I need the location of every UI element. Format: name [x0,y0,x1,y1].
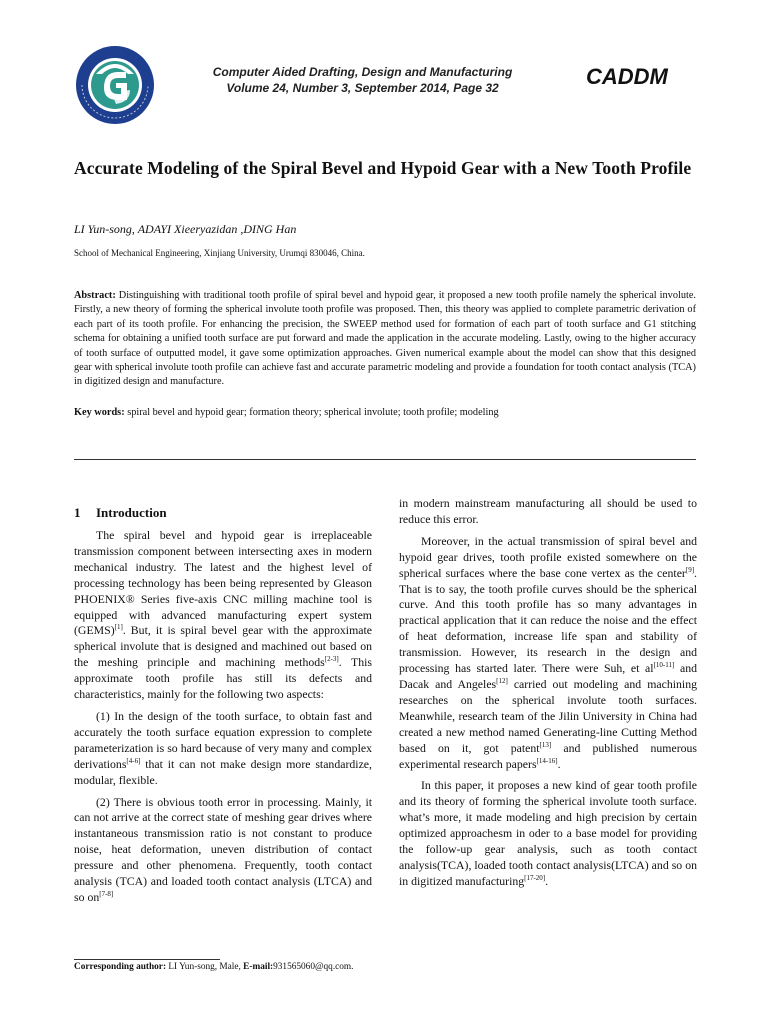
abstract [74,289,696,390]
keywords [74,406,696,420]
citation: [14-16] [536,756,558,765]
email-address[interactable]: 931565060@qq.com. [273,962,354,972]
text: carried out modeling and machining researches on the spherical involute tooth surfaces. Meanwhile, research team of the Jilin University in China had created a new method named Generating-line Cutting Method based on it, got patent [399,676,697,755]
text: and Dacak and Angeles [399,661,697,691]
text: . [545,873,549,888]
footnote-label: Corresponding author: [74,962,167,972]
citation: [9] [685,565,695,574]
journal-name: Computer Aided Drafting, Design and Manufacturing [212,65,513,79]
journal-volume: Volume 24, Number 3, September 2014, Page 32 [226,81,499,95]
paper-title: Accurate Modeling of the Spiral Bevel and Hypoid Gear with a New Tooth Profile [74,158,692,178]
citation: [10-11] [653,661,675,670]
paper-affiliation: School of Mechanical Engineering, Xinjiang University, Urumqi 830046, China. [74,248,365,258]
section-heading [74,505,167,521]
text: In this paper, it proposes a new kind of gear tooth profile and its theory of forming the spherical involute tooth surface. what’s more, it made modeling and high precision by certain optimized approachesm in oder to a base model for providing the follow-up gear analysis, such as tooth contact analysis(TCA), loaded tooth contact analysis(LTCA) and so on in digitized manufacturing [399,778,697,888]
journal-info [190,64,535,96]
paragraph [74,709,372,789]
text: Moreover, in the actual transmission of spiral bevel and hypoid gear drives, tooth profile existed somewhere on the spherical surfaces where the base cone vertex as the center [399,533,697,580]
text: (1) In the design of the tooth surface, to obtain fast and accurately the tooth surface equation expression to complete parameterization is so hard because of very many and complex derivations [74,708,372,771]
citation: [1] [114,623,123,632]
right-column [399,496,697,890]
citation: [7-8] [99,889,114,898]
journal-brand: CADDM [586,64,668,89]
paragraph [74,795,372,906]
abstract-label: Abstract: [74,290,116,301]
paragraph [399,778,697,889]
section-number: 1 [74,505,81,520]
paragraph [399,534,697,773]
footnote-divider [74,959,220,960]
citation: [2-3] [324,655,339,664]
paragraph: in modern mainstream manufacturing all should be used to reduce this error. [399,496,697,526]
citation: [4-6] [126,756,141,765]
citation: [13] [539,740,552,749]
text: (2) There is obvious tooth error in processing. Mainly, it can not arrive at the correct state of meshing gear drives where instantaneous transmission ratio is not constant to produce noise, heat deformation, uneven distribution of contact pressure and other phenomena. Frequently, tooth contact analysis (TCA) and loaded tooth contact analysis (LTCA) and so on [74,794,372,904]
keywords-label: Key words: [74,407,125,418]
citation: [17-20] [524,873,546,882]
section-title: Introduction [96,505,167,520]
text: . But, it is spiral bevel gear with the approximate spherical involute that is designed and machined out based on the meshing principle and machining methods [74,623,372,670]
abstract-text: Distinguishing with traditional tooth profile of spiral bevel and hypoid gear, it proposed a new tooth profile namely the spherical involute. Firstly, a new theory of forming the spherical involute tooth profile was proposed. Then, this theory was applied to complete parametric derivation of each part of its tooth profile. For enhancing the precision, the SWEEP method used for formation of each part of tooth surface and G1 stitching schema for obtaining a unified tooth surface are put forward and made the application in the accurate modeling. Lastly, owing to the higher accuracy of tooth surface of outputted model, it gave some optimization approaches. Given numerical example about the model can show that this designed gear with spherical involute tooth profile can achieve fast and accurate parametric modeling and provide a foundation for tooth contact analysis (TCA) in digitized design and manufacture. [74,290,696,388]
society-logo [74,44,156,126]
paper-authors: LI Yun-song, ADAYI Xieeryazidan ,DING Han [74,222,297,236]
text: . [557,756,561,771]
text: and published numerous experimental research papers [399,740,698,771]
paragraph [74,528,372,703]
text: that it can not make design more standardize, modular, flexible. [74,756,372,787]
footnote [74,962,353,972]
keywords-text: spiral bevel and hypoid gear; formation theory; spherical involute; tooth profile; modeling [124,407,499,418]
left-column [74,528,372,906]
text: The spiral bevel and hypoid gear is irreplaceable transmission component between intersecting axes in modern mechanical industry. The latest and the highest level of processing technology has been being represented by Gleason PHOENIX® Series five-axis CNC milling machine tool is equipped with advanced manufacturing expert system (GEMS) [74,528,372,638]
text: . This approximate tooth profile has still its defects and characteristics, mainly for the following two aspects: [74,655,372,702]
citation: [12] [496,676,508,685]
header-divider [74,459,696,460]
footnote-text: LI Yun-song, Male, [166,962,244,972]
text: . That is to say, the tooth profile curves should be the spherical curve. And this tooth profile has so many advantages in practical application that it can reduce the noise and the effect of heat deformation, increase life span and stability of transmission. However, its research in the design and processing has started later. There were Suh, et al [399,565,697,676]
email-label: E-mail: [243,962,274,972]
